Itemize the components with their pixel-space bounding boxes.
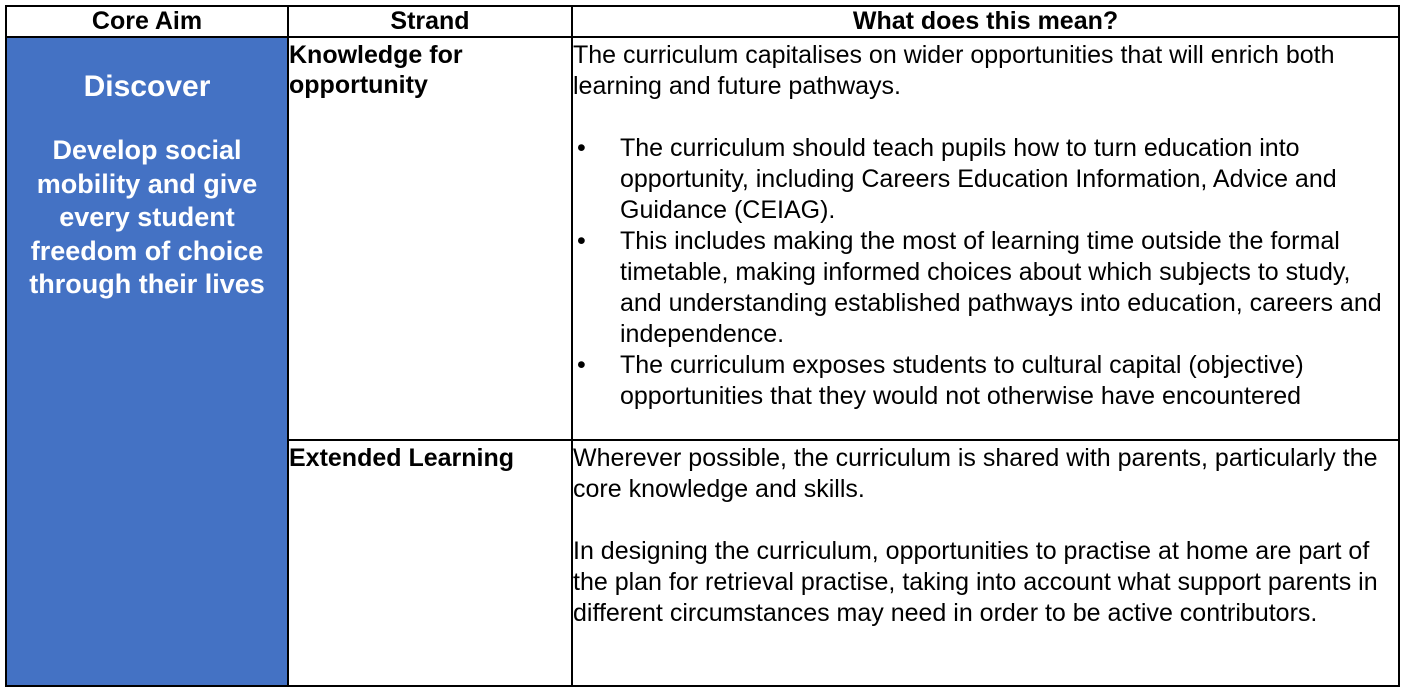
meaning-cell [572, 37, 1399, 440]
meaning-cell [572, 440, 1399, 686]
strand-label: Knowledge for opportunity [289, 41, 463, 99]
strand-cell [288, 440, 572, 686]
bullet-icon: • [577, 134, 586, 162]
meaning-intro: The curriculum capitalises on wider opportunities that will enrich both learning and future pathways. [573, 41, 1335, 100]
header-row [6, 6, 1399, 37]
bullet-text: The curriculum should teach pupils how to turn education into opportunity, including Careers Education Information, Advice and Guidance (CEIAG). [620, 134, 1337, 224]
core-aim-title: Discover [83, 70, 211, 103]
meaning-paragraph: Wherever possible, the curriculum is shared with parents, particularly the core knowledge and skills. [573, 444, 1378, 503]
bullet-icon: • [577, 227, 586, 255]
list-item [573, 350, 1398, 412]
core-aim-cell [6, 37, 288, 686]
strand-cell [288, 37, 572, 440]
bullet-icon: • [577, 351, 586, 379]
header-strand: Strand [288, 6, 572, 37]
curriculum-table [5, 5, 1400, 687]
bullet-text: The curriculum exposes students to cultural capital (objective) opportunities that they would not otherwise have encountered [620, 351, 1304, 410]
header-core-aim: Core Aim [6, 6, 288, 37]
list-item [573, 133, 1398, 226]
strand-label: Extended Learning [289, 444, 515, 472]
bullet-list [573, 133, 1398, 412]
table-row [6, 37, 1399, 440]
meaning-paragraph: In designing the curriculum, opportunities to practise at home are part of the plan for retrieval practise, taking into account what support parents in different circumstances may need in order to be active contributors. [573, 537, 1378, 627]
core-aim-description: Develop social mobility and give every student freedom of choice through their lives [29, 135, 265, 299]
header-meaning: What does this mean? [572, 6, 1399, 37]
list-item [573, 226, 1398, 350]
bullet-text: This includes making the most of learning time outside the formal timetable, making informed choices about which subjects to study, and understanding established pathways into education, careers and independence. [620, 227, 1382, 348]
